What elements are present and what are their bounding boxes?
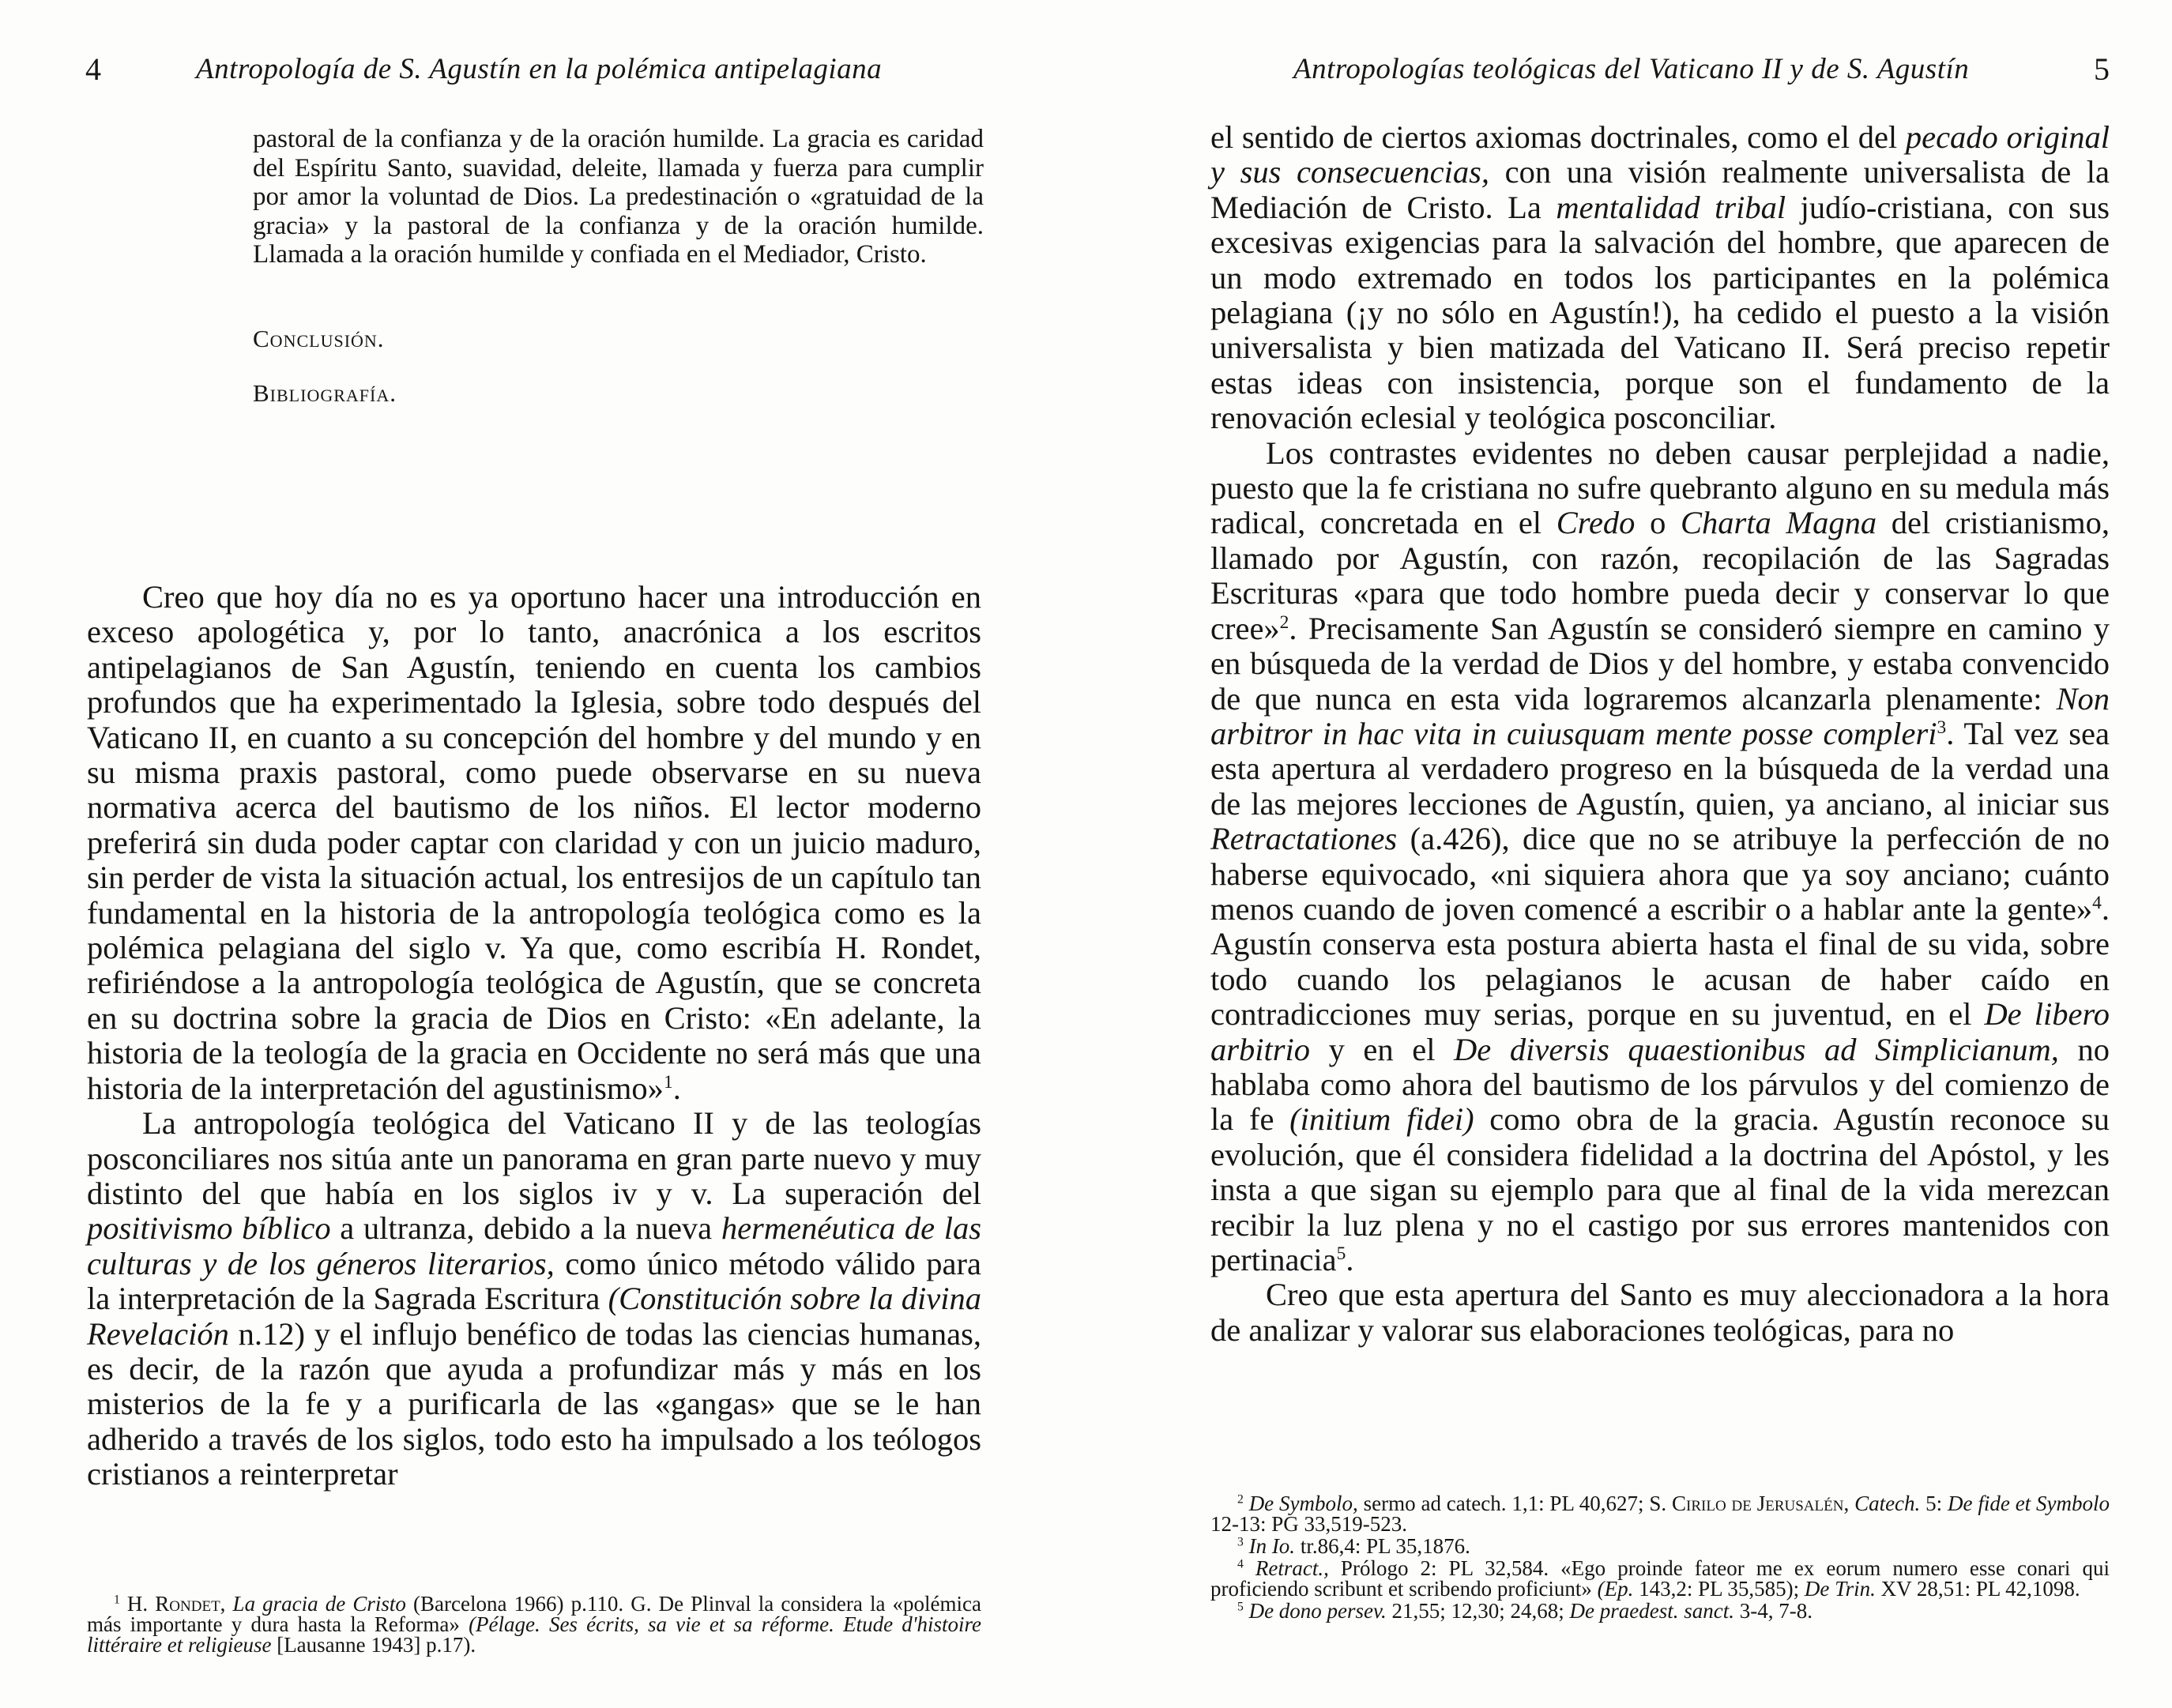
- footnote-1: $^1$ H. Rondet, La gracia de Cristo (Barcelona 1966) p.110. G. De Plinval la considera la «polémica más importante y dura hasta la Reforma» (Pélage. Ses écrits, sa vie et sa réforme. Etude d'histoire littéraire et religieuse [Lausanne 1943] p.17).: [87, 1592, 981, 1657]
- footnote-3: $^3$ In Io. tr.86,4: PL 35,1876.: [1237, 1534, 1470, 1558]
- running-head: Antropologías teológicas del Vaticano II y de S. Agustín: [1293, 53, 1970, 85]
- paragraph: La antropología teológica del Vaticano II y de las teologías posconciliares nos sitúa ante un panorama en gran parte nuevo y muy distinto del que había en los siglos iv y v. La superación del positivismo bíblico a ultranza, debido a la nueva hermenéutica de las culturas y de los géneros literarios, como único método válido para la interpretación de la Sagrada Escritura (Constitución sobre la divina Revelación n.12) y el influjo benéfico de todas las ciencias humanas, es decir, de la razón que ayuda a profundizar más y más en los misterios de la fe y a purificarla de las «gangas» que se le han adherido a través de los siglos, todo esto ha impulsado a los teólogos cristianos a reinterpretar: [87, 1105, 982, 1492]
- footnote-ref: 4: [2092, 892, 2102, 913]
- conclusion-heading: Conclusión.: [253, 325, 385, 352]
- running-head: Antropología de S. Agustín en la polémica antipelagiana: [196, 53, 883, 85]
- paragraph: Creo que esta apertura del Santo es muy aleccionadora a la hora de analizar y valorar sus elaboraciones teológicas, para no: [1210, 1277, 2110, 1348]
- footnote-4: $^4$ Retract., Prólogo 2: PL 32,584. «Ego proinde fateor me ex eorum numero esse conari qui proficiendo scribunt et scribendo proficiunt» (Ep. 143,2: PL 35,585); De Trin. XV 28,51: PL 42,1098.: [1210, 1556, 2110, 1601]
- footnote-ref: 2: [1279, 611, 1289, 633]
- footnote-2: $^2$ De Symbolo, sermo ad catech. 1,1: PL 40,627; S. Cirilo de Jerusalén, Catech. 5: De fide et Symbolo 12-13: PG 33,519-523.: [1210, 1492, 2110, 1536]
- footnote: [87, 1593, 981, 1657]
- paragraph: el sentido de ciertos axiomas doctrinales, como el del pecado original y sus consecuencias, con una visión realmente universalista de la Mediación de Cristo. La mentalidad tribal judío-cristiana, con sus excesivas exigencias para la salvación del hombre, que aparecen de un modo extremado en todos los participantes en la polémica pelagiana (¡y no sólo en Agustín!), ha cedido el puesto a la visión universalista y bien matizada del Vaticano II. Será preciso repetir estas ideas con insistencia, porque son el fundamento de la renovación eclesial y teológica posconciliar.: [1210, 119, 2110, 436]
- footnote-ref: 5: [1336, 1243, 1346, 1264]
- footnote-5: $^5$ De dono persev. 21,55; 12,30; 24,68; De praedest. sanct. 3-4, 7-8.: [1237, 1599, 1813, 1623]
- chapter-outline: pastoral de la confianza y de la oración humilde. La gracia es caridad del Espíritu Santo, suavidad, deleite, llamada y fuerza para cumplir por amor la voluntad de Dios. La predestinación o «gratuidad de la gracia» y la pastoral de la confianza y de la oración humilde. Llamada a la oración humilde y confiada en el Mediador, Cristo.: [253, 125, 984, 269]
- right-page: [1086, 0, 2172, 1708]
- footnote-ref: 1: [663, 1071, 673, 1093]
- page-number: 5: [2094, 51, 2110, 87]
- page-number: 4: [85, 51, 101, 87]
- body-text: [1210, 120, 2110, 1348]
- bibliography-heading: Bibliografía.: [253, 379, 397, 407]
- footnote-ref: 3: [1937, 717, 1947, 738]
- paragraph: Los contrastes evidentes no deben causar perplejidad a nadie, puesto que la fe cristiana no sufre quebranto alguno en su medula más radical, concretada en el Credo o Charta Magna del cristianismo, llamado por Agustín, con razón, recopilación de las Sagradas Escrituras «para que todo hombre pueda decir y conservar lo que cree»$^2$. Precisamente San Agustín se consideró siempre en camino y en búsqueda de la verdad de Dios y del hombre, y estaba convencido de que nunca en esta vida lograremos alcanzarla plenamente: Non arbitror in hac vita in cuiusquam mente posse compleri$^3$. Tal vez sea esta apertura al verdadero progreso en la búsqueda de la verdad una de las mejores lecciones de Agustín, quien, ya anciano, al iniciar sus Retractationes (a.426), dice que no se atribuye la perfección de no haberse equivocado, «ni siquiera ahora que ya soy anciano; cuánto menos cuando de joven comencé a escribir o a hablar ante la gente»$^4$. Agustín conserva esta postura abierta hasta el final de su vida, sobre todo cuando los pelagianos le acusan de haber caído en contradicciones muy serias, porque en su juventud, en el De libero arbitrio y en el De diversis quaestionibus ad Simplicianum, no hablaba como ahora del bautismo de los párvulos y del comienzo de la fe (initium fidei) como obra de la gracia. Agustín reconoce su evolución, que él considera fidelidad a la doctrina del Apóstol, y les insta a que sigan su ejemplo para que al final de la vida merezcan recibir la luz plena y no el castigo por sus errores mantenidos con pertinacia$^5$.: [1210, 435, 2110, 1277]
- body-text: [87, 580, 981, 1492]
- footnotes: [1210, 1493, 2110, 1623]
- paragraph: Creo que hoy día no es ya oportuno hacer una introducción en exceso apologética y, por lo tanto, anacrónica a los escritos antipelagianos de San Agustín, teniendo en cuenta los cambios profundos que ha experimentado la Iglesia, sobre todo después del Vaticano II, en cuanto a su concepción del hombre y del mundo y en su misma praxis pastoral, como puede observarse en su nueva normativa acerca del bautismo de los niños. El lector moderno preferirá sin duda poder captar con claridad y con un juicio maduro, sin perder de vista la situación actual, los entresijos de un capítulo tan fundamental en la historia de la antropología teológica como es la polémica pelagiana del siglo v. Ya que, como escribía H. Rondet, refiriéndose a la antropología teológica de Agustín, que se concreta en su doctrina sobre la gracia de Dios en Cristo: «En adelante, la historia de la teología de la gracia en Occidente no será más que una historia de la interpretación del agustinismo»$^1$.: [87, 579, 981, 1106]
